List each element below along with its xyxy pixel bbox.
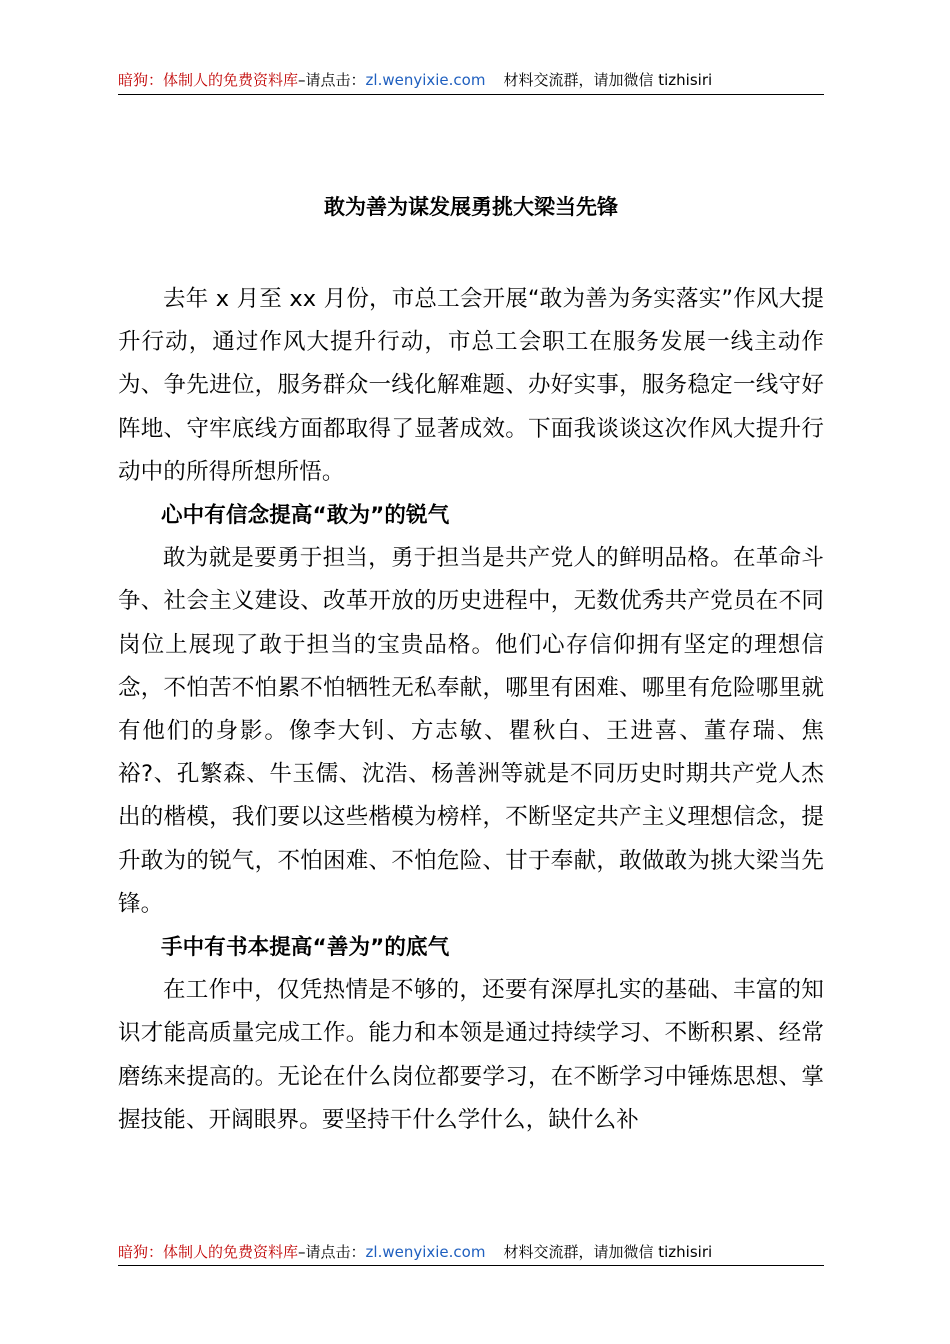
header-click-prompt: –请点击： [298,71,366,89]
footer-divider [118,1265,824,1266]
header-url-link[interactable]: zl.wenyixie.com [365,71,486,89]
footer-click-prompt: –请点击： [298,1243,366,1261]
section-heading-capable: 手中有书本提高“善为”的底气 [161,935,450,961]
paragraph-capable: 在工作中，仅凭热情是不够的，还要有深厚扎实的基础、丰富的知识才能高质量完成工作。能力和本领是通过持续学习、不断积累、经常磨练来提高的。无论在什么岗位都要学习，在不断学习中锤炼思想、掌握技能、开阔眼界。要坚持干什么学什么，缺什么补 [118,977,824,1133]
document-title: 敢为善为谋发展勇挑大梁当先锋 [324,195,618,219]
header-banner [118,69,824,91]
footer-banner [118,1241,824,1263]
header-divider [118,94,824,95]
footer-brand: 暗狗：体制人的免费资料库 [118,1243,299,1261]
paragraph-daring: 敢为就是要勇于担当，勇于担当是共产党人的鲜明品格。在革命斗争、社会主义建设、改革开放的历史进程中，无数优秀共产党员在不同岗位上展现了敢于担当的宝贵品格。他们心存信仰拥有坚定的理想信念，不怕苦不怕累不怕牺牲无私奉献，哪里有困难、哪里有危险哪里就有他们的身影。像李大钊、方志敏、瞿秋白、王进喜、董存瑞、焦裕?、孔繁森、牛玉儒、沈浩、杨善洲等就是不同历史时期共产党人杰出的楷模，我们要以这些楷模为榜样，不断坚定共产主义理想信念，提升敢为的锐气，不怕困难、不怕危险、甘于奉献，敢做敢为挑大梁当先锋。 [118,545,824,917]
footer-group-note: 材料交流群，请加微信 tizhisiri [503,1243,713,1261]
header-brand: 暗狗：体制人的免费资料库 [118,71,299,89]
section-heading-daring: 心中有信念提高“敢为”的锐气 [161,503,450,529]
document-body [118,278,824,1142]
paragraph-intro: 去年 x 月至 xx 月份，市总工会开展“敢为善为务实落实”作风大提升行动，通过作风大提升行动，市总工会职工在服务发展一线主动作为、争先进位，服务群众一线化解难题、办好实事，服务稳定一线守好阵地、守牢底线方面都取得了显著成效。下面我谈谈这次作风大提升行动中的所得所想所悟。 [118,286,824,485]
header-group-note: 材料交流群，请加微信 tizhisiri [503,71,713,89]
footer-url-link[interactable]: zl.wenyixie.com [365,1243,486,1261]
